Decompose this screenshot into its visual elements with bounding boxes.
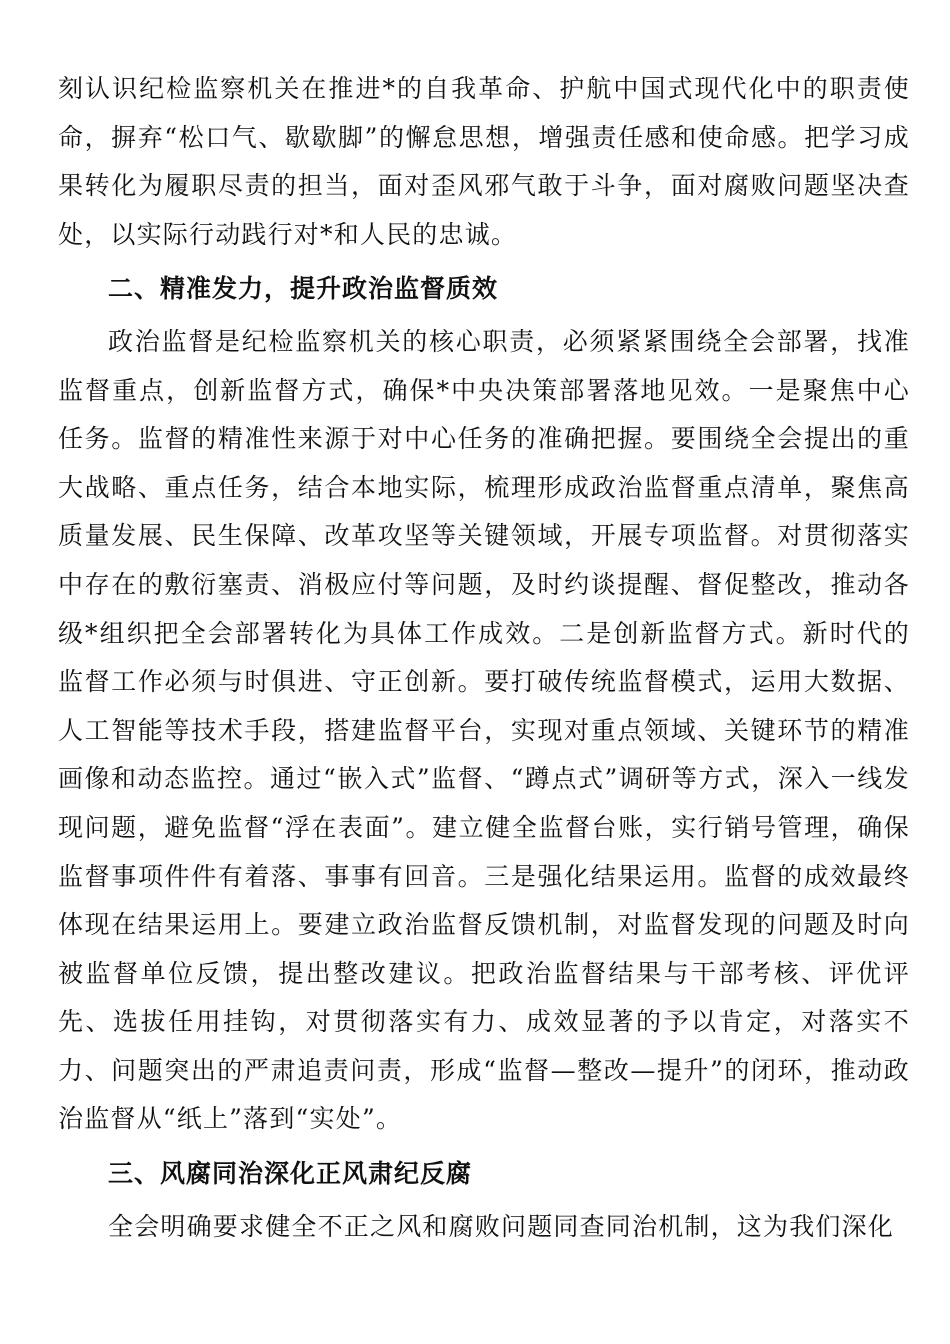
paragraph-1: 刻认识纪检监察机关在推进*的自我革命、护航中国式现代化中的职责使命，摒弃“松口气、歇歇脚”的懈怠思想，增强责任感和使命感。把学习成果转化为履职尽责的担当，面对歪风邪气敢于斗争，面对腐败问题坚决查处，以实际行动践行对*和人民的忠诚。 bbox=[58, 74, 910, 249]
document-body bbox=[58, 65, 910, 1251]
section-heading-2: 二、精准发力，提升政治监督质效 bbox=[108, 274, 499, 304]
paragraph-3: 全会明确要求健全不正之风和腐败问题同查同治机制，这为我们深化 bbox=[108, 1211, 895, 1241]
section-heading-3: 三、风腐同治深化正风肃纪反腐 bbox=[108, 1159, 473, 1189]
paragraph-2: 政治监督是纪检监察机关的核心职责，必须紧紧围绕全会部署，找准监督重点，创新监督方式，确保*中央决策部署落地见效。一是聚焦中心任务。监督的精准性来源于对中心任务的准确把握。要围绕全会提出的重大战略、重点任务，结合本地实际，梳理形成政治监督重点清单，聚焦高质量发展、民生保障、改革攻坚等关键领域，开展专项监督。对贯彻落实中存在的敷衍塞责、消极应付等问题，及时约谈提醒、督促整改，推动各级*组织把全会部署转化为具体工作成效。二是创新监督方式。新时代的监督工作必须与时俱进、守正创新。要打破传统监督模式，运用大数据、人工智能等技术手段，搭建监督平台，实现对重点领域、关键环节的精准画像和动态监控。通过“嵌入式”监督、“蹲点式”调研等方式，深入一线发现问题，避免监督“浮在表面”。建立健全监督台账，实行销号管理，确保监督事项件件有着落、事事有回音。三是强化结果运用。监督的成效最终体现在结果运用上。要建立政治监督反馈机制，对监督发现的问题及时向被监督单位反馈，提出整改建议。把政治监督结果与干部考核、评优评先、选拔任用挂钩，对贯彻落实有力、成效显著的予以肯定，对落实不力、问题突出的严肃追责问责，形成“监督—整改—提升”的闭环，推动政治监督从“纸上”落到“实处”。 bbox=[58, 326, 910, 1134]
